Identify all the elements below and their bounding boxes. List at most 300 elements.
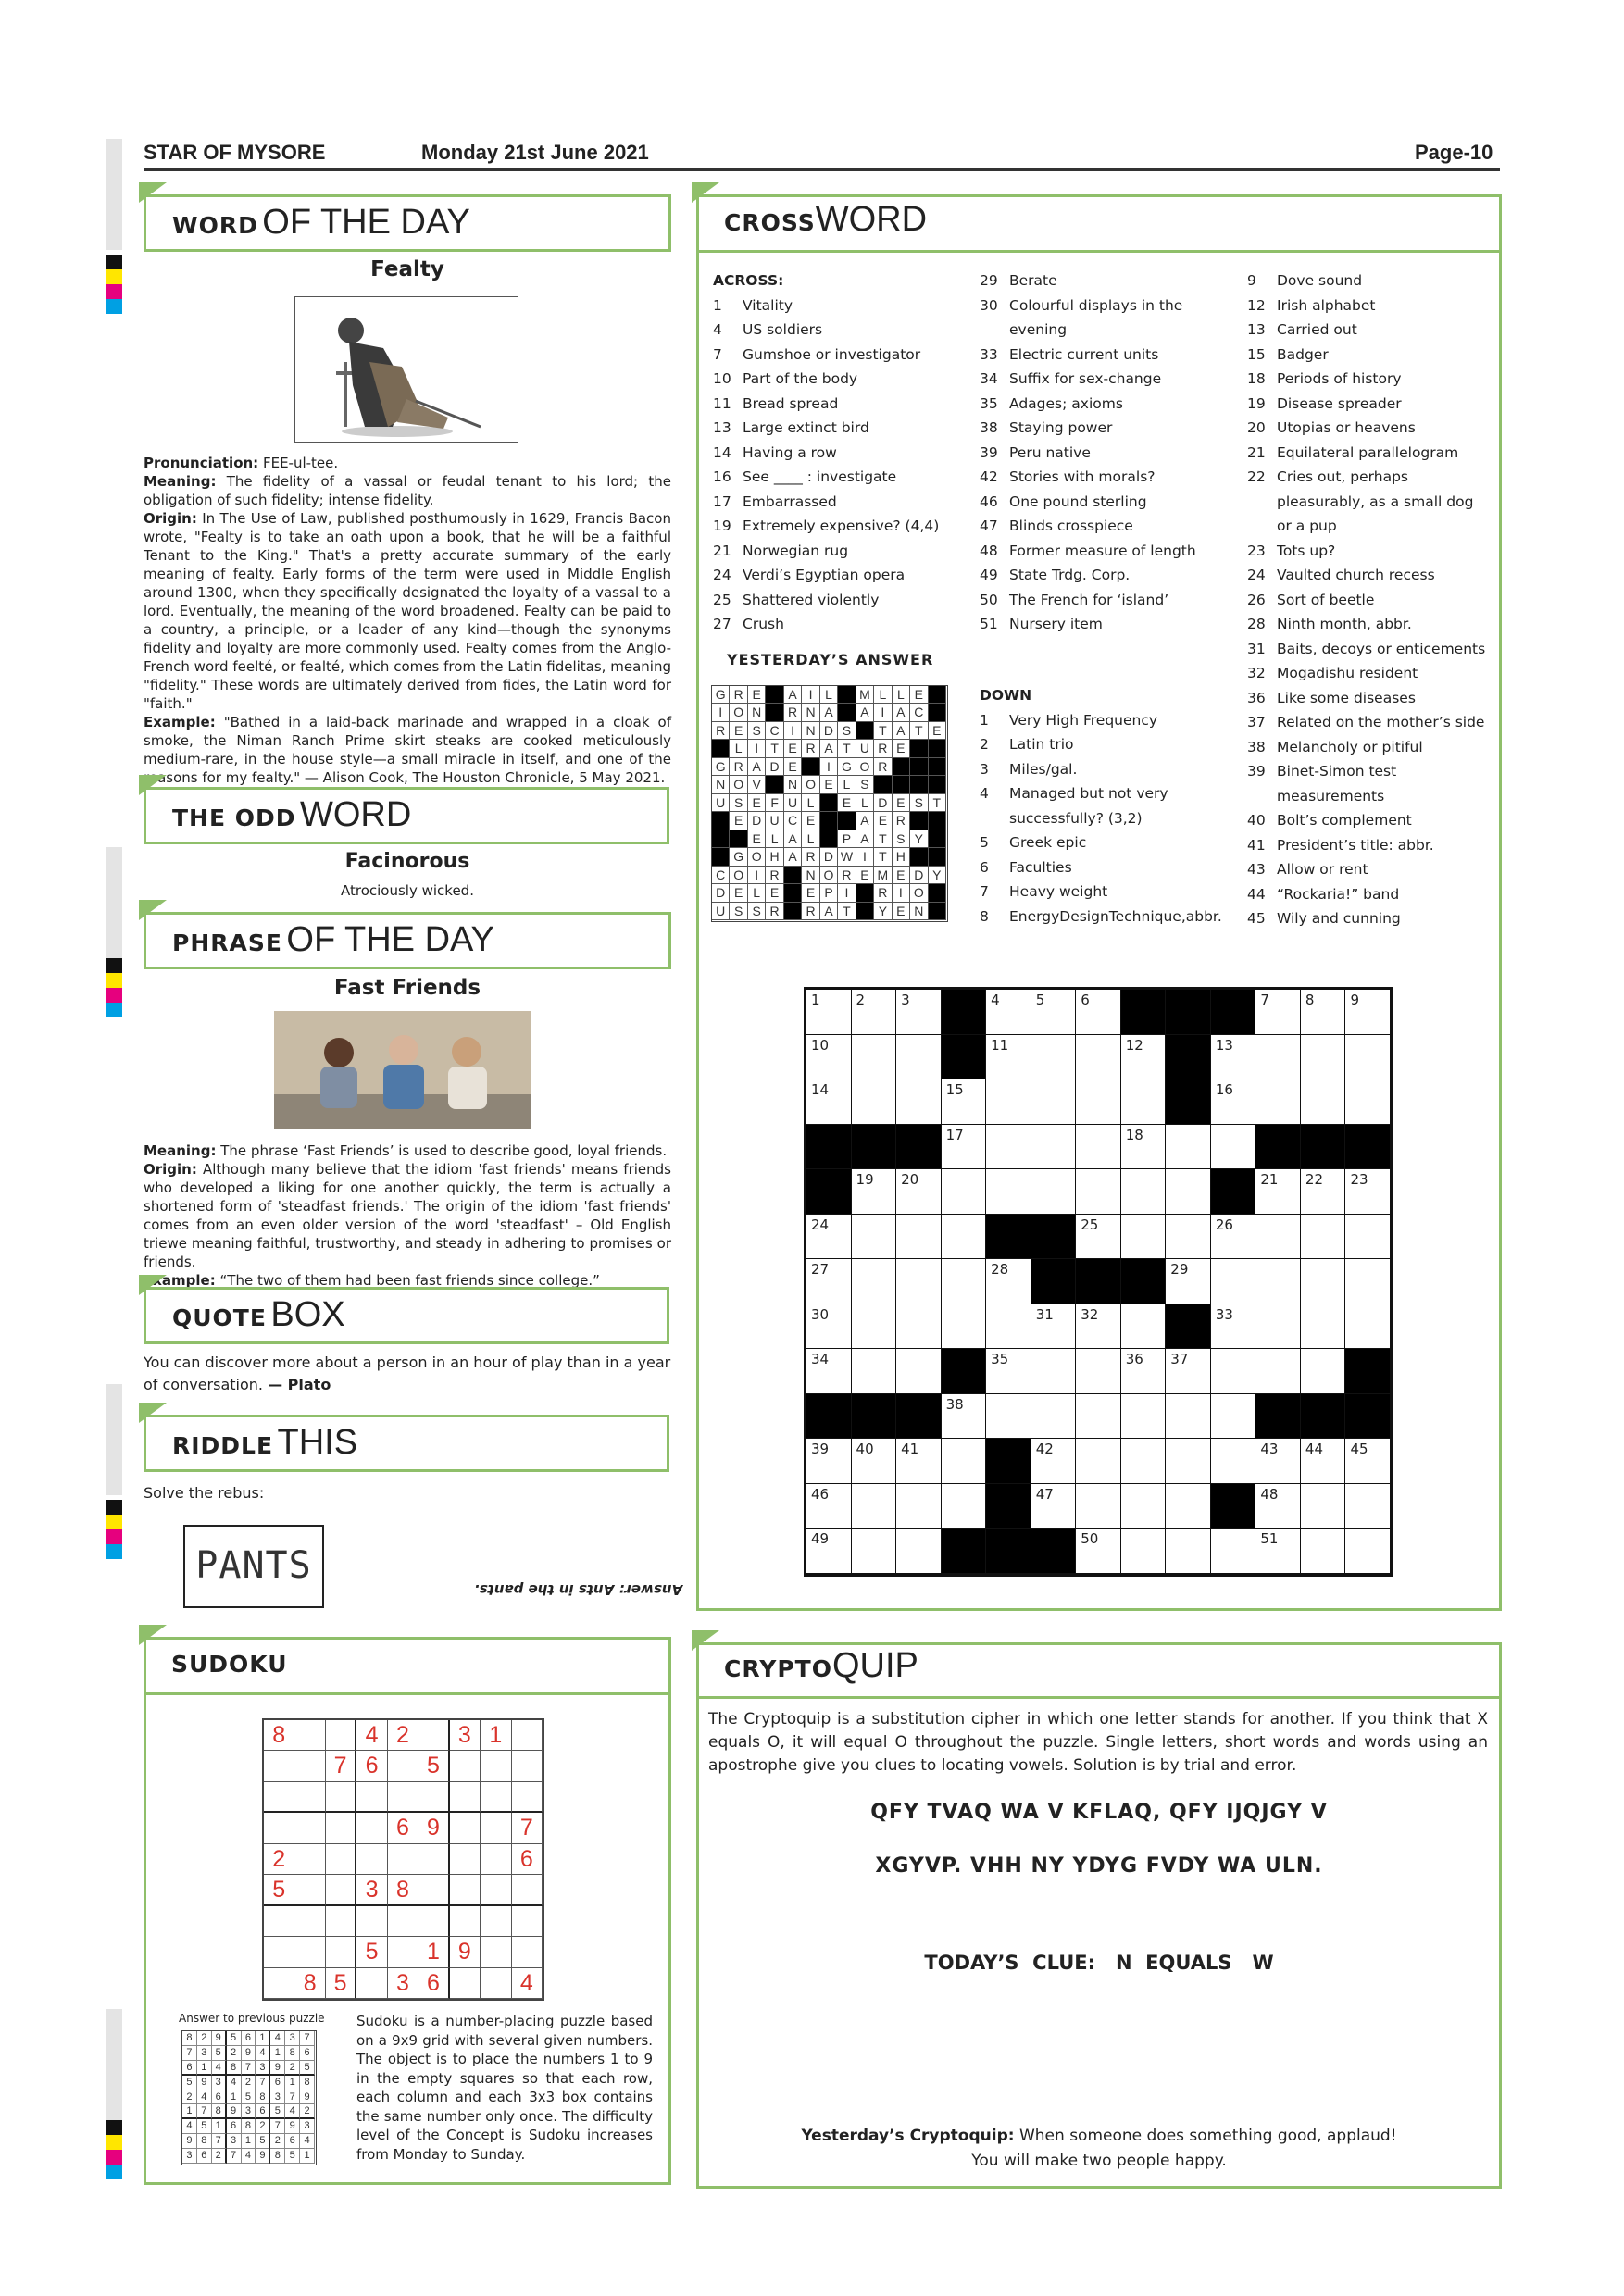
sudoku-cell[interactable]: 1 bbox=[418, 1937, 449, 1967]
sudoku-cell[interactable]: 1 bbox=[481, 1720, 511, 1751]
crossword-cell[interactable] bbox=[806, 1035, 852, 1080]
crossword-cell[interactable] bbox=[896, 1484, 942, 1529]
sudoku-cell[interactable] bbox=[450, 1906, 481, 1937]
yesterday-cell: I bbox=[748, 867, 766, 884]
sudoku-cell: 9 bbox=[227, 2104, 242, 2119]
sudoku-cell[interactable] bbox=[450, 1875, 481, 1905]
sudoku-cell[interactable] bbox=[481, 1751, 511, 1781]
sudoku-cell[interactable]: 9 bbox=[450, 1937, 481, 1967]
sudoku-cell: 8 bbox=[270, 2149, 285, 2164]
sudoku-cell[interactable] bbox=[264, 1751, 294, 1781]
crossword-cell[interactable] bbox=[1255, 1439, 1301, 1484]
sudoku-cell: 6 bbox=[285, 2134, 300, 2149]
crossword-cell[interactable] bbox=[1345, 1304, 1391, 1350]
crossword-cell[interactable] bbox=[896, 1169, 942, 1215]
clue-item: 7 Heavy weight bbox=[980, 883, 1108, 900]
sudoku-cell[interactable] bbox=[418, 1720, 449, 1751]
sudoku-cell[interactable] bbox=[264, 1968, 294, 1999]
sudoku-cell[interactable] bbox=[418, 1875, 449, 1905]
yesterday-cell: T bbox=[910, 722, 928, 740]
clue-item: 18 Periods of history bbox=[1247, 370, 1402, 387]
sudoku-cell[interactable] bbox=[294, 1813, 325, 1843]
crossword-cell[interactable] bbox=[1076, 1125, 1121, 1170]
crossword-block bbox=[1121, 1259, 1167, 1304]
crossword-cell[interactable] bbox=[986, 1304, 1031, 1350]
crossword-cell[interactable] bbox=[1255, 1079, 1301, 1125]
crossword-cell[interactable] bbox=[852, 1484, 897, 1529]
crossword-cell[interactable] bbox=[1301, 1529, 1346, 1574]
crossword-cell[interactable] bbox=[1121, 1079, 1167, 1125]
sudoku-cell[interactable] bbox=[264, 1782, 294, 1813]
crossword-cell[interactable] bbox=[852, 1215, 897, 1260]
sudoku-description: Sudoku is a number-placing puzzle based on a 9x9 grid with several given numbers. The object is to place the numbers 1 to 9 in the empty squares so that each row, each column and each 3x3 box contains the same number only once. The difficulty level of the Concept is Sudoku increases from Monday to Sunday. bbox=[356, 2013, 653, 2163]
sudoku-cell[interactable] bbox=[356, 1782, 387, 1813]
crossword-block bbox=[942, 990, 987, 1035]
crossword-cell[interactable] bbox=[1121, 1304, 1167, 1350]
yesterday-cell: Y bbox=[874, 903, 892, 920]
crossword-cell[interactable] bbox=[942, 1079, 987, 1125]
sudoku-cell[interactable] bbox=[326, 1937, 356, 1967]
crossword-cell[interactable] bbox=[1345, 1259, 1391, 1304]
crossword-cell[interactable] bbox=[896, 1439, 942, 1484]
phrase-example-line: Example: “The two of them had been fast friends since college.” bbox=[144, 1272, 600, 1289]
crossword-cell[interactable] bbox=[1121, 1169, 1167, 1215]
crossword-cell[interactable] bbox=[852, 1079, 897, 1125]
crossword-cell[interactable] bbox=[1166, 1349, 1211, 1394]
crossword-cell[interactable] bbox=[1345, 1439, 1391, 1484]
clue-number: 44 bbox=[1305, 1441, 1324, 1458]
crossword-cell[interactable] bbox=[1076, 1394, 1121, 1440]
sudoku-cell[interactable]: 6 bbox=[388, 1813, 418, 1843]
sudoku-cell[interactable] bbox=[481, 1844, 511, 1875]
crossword-cell[interactable] bbox=[942, 1125, 987, 1170]
clue-number: 33 bbox=[1215, 1305, 1233, 1323]
crossword-cell[interactable] bbox=[1255, 1215, 1301, 1260]
clue-item: 12 Irish alphabet bbox=[1247, 296, 1376, 314]
sudoku-previous-answer-grid bbox=[181, 2030, 317, 2165]
sudoku-cell[interactable]: 4 bbox=[512, 1968, 543, 1999]
crossword-cell[interactable] bbox=[896, 1529, 942, 1574]
sudoku-cell[interactable] bbox=[326, 1813, 356, 1843]
phrase-of-day-title-bar bbox=[144, 912, 671, 969]
sudoku-cell[interactable] bbox=[450, 1751, 481, 1781]
yesterday-cell: O bbox=[748, 848, 766, 866]
crossword-cell[interactable] bbox=[1121, 1439, 1167, 1484]
sudoku-cell[interactable]: 7 bbox=[326, 1751, 356, 1781]
crossword-cell[interactable] bbox=[1166, 1439, 1211, 1484]
sudoku-cell[interactable] bbox=[264, 1906, 294, 1937]
crossword-cell[interactable] bbox=[1121, 1215, 1167, 1260]
yesterday-cell: Y bbox=[910, 830, 928, 848]
crossword-cell[interactable] bbox=[942, 1215, 987, 1260]
sudoku-cell[interactable]: 3 bbox=[450, 1720, 481, 1751]
crossword-cell[interactable] bbox=[1345, 1484, 1391, 1529]
clue-item: evening bbox=[1009, 321, 1068, 338]
crossword-cell[interactable] bbox=[1031, 1169, 1077, 1215]
crossword-cell[interactable] bbox=[1255, 990, 1301, 1035]
masthead-rule bbox=[144, 168, 1500, 171]
sudoku-cell: 6 bbox=[270, 2076, 285, 2090]
quote-text: You can discover more about a person in an hour of play than in a year of conversation. — Plato bbox=[144, 1354, 671, 1393]
yesterday-cell: C bbox=[766, 722, 783, 740]
sudoku-cell[interactable]: 3 bbox=[356, 1875, 387, 1905]
sudoku-cell[interactable] bbox=[326, 1875, 356, 1905]
sudoku-cell[interactable]: 8 bbox=[264, 1720, 294, 1751]
sudoku-cell[interactable] bbox=[450, 1968, 481, 1999]
crossword-cell[interactable] bbox=[986, 1169, 1031, 1215]
crossword-cell[interactable] bbox=[852, 1035, 897, 1080]
crossword-cell[interactable] bbox=[1121, 1125, 1167, 1170]
sudoku-cell[interactable] bbox=[512, 1906, 543, 1937]
sudoku-cell: 1 bbox=[300, 2149, 315, 2164]
crossword-cell[interactable] bbox=[1166, 1259, 1211, 1304]
crossword-cell[interactable] bbox=[896, 1259, 942, 1304]
crossword-cell[interactable] bbox=[1255, 1169, 1301, 1215]
yesterday-cell: A bbox=[820, 740, 838, 757]
sudoku-cell: 4 bbox=[256, 2046, 270, 2061]
crossword-cell[interactable] bbox=[1211, 1079, 1256, 1125]
sudoku-cell: 8 bbox=[182, 2031, 197, 2046]
sudoku-cell[interactable] bbox=[388, 1906, 418, 1937]
cryptoquip-yesterday: Yesterday’s Cryptoquip: When someone does something good, applaud! You will make two people happy. bbox=[801, 2127, 1397, 2170]
sudoku-cell: 2 bbox=[285, 2061, 300, 2076]
crossword-cell[interactable] bbox=[806, 1215, 852, 1260]
crossword-cell[interactable] bbox=[1076, 1215, 1121, 1260]
crossword-cell[interactable] bbox=[1255, 1529, 1301, 1574]
crossword-block bbox=[1121, 990, 1167, 1035]
crossword-cell[interactable] bbox=[896, 1035, 942, 1080]
crossword-cell[interactable] bbox=[1345, 1035, 1391, 1080]
sudoku-cell[interactable] bbox=[294, 1906, 325, 1937]
crossword-cell[interactable] bbox=[1211, 1529, 1256, 1574]
crossword-cell[interactable] bbox=[1301, 1259, 1346, 1304]
yesterday-cell: R bbox=[766, 867, 783, 884]
crossword-cell[interactable] bbox=[1076, 1304, 1121, 1350]
sudoku-cell[interactable] bbox=[264, 1813, 294, 1843]
crossword-cell[interactable] bbox=[806, 1304, 852, 1350]
sudoku-cell[interactable]: 2 bbox=[388, 1720, 418, 1751]
crossword-cell[interactable] bbox=[806, 1259, 852, 1304]
sudoku-cell[interactable] bbox=[294, 1844, 325, 1875]
crossword-cell[interactable] bbox=[806, 1349, 852, 1394]
crossword-cell[interactable] bbox=[1166, 1125, 1211, 1170]
crossword-cell[interactable] bbox=[1301, 990, 1346, 1035]
crossword-cell[interactable] bbox=[896, 1215, 942, 1260]
crossword-cell[interactable] bbox=[1121, 1035, 1167, 1080]
yesterday-cell bbox=[929, 704, 946, 721]
sudoku-cell[interactable] bbox=[388, 1937, 418, 1967]
yesterday-cell: N bbox=[748, 704, 766, 721]
crossword-cell[interactable] bbox=[1211, 1035, 1256, 1080]
sudoku-cell[interactable] bbox=[512, 1782, 543, 1813]
origin-line: Origin: In The Use of Law, published posthumously in 1629, Francis Bacon wrote, "Fealty is to take an oath upon a book, that he will be a faithful Tenant to the King." That's a pretty accurate summary of the early meaning of fealty. Early forms of the term were used in Middle English around 1300, when they specifically designated the loyalty of a vassal to a lord. Eventually, the meaning of the word broadened. Fealty can be paid to a country, a principle, or a leader of any kind—though the synonyms fidelity and loyalty are more commonly used. Fealty comes from the Anglo-French word feelté, or fealté, which comes from the Latin fidelitas, meaning "fidelity." These words are ultimately derived from fides, the Latin word for "faith." bbox=[144, 510, 671, 712]
crossword-cell[interactable] bbox=[852, 1304, 897, 1350]
crossword-block bbox=[986, 1529, 1031, 1574]
sudoku-cell[interactable] bbox=[294, 1937, 325, 1967]
sudoku-cell[interactable] bbox=[481, 1782, 511, 1813]
sudoku-cell: 4 bbox=[197, 2090, 212, 2105]
crossword-cell[interactable] bbox=[896, 1079, 942, 1125]
clue-item: 2 Latin trio bbox=[980, 736, 1074, 753]
crossword-block bbox=[1301, 1394, 1346, 1440]
crossword-cell[interactable] bbox=[1255, 1259, 1301, 1304]
crossword-cell[interactable] bbox=[1211, 1215, 1256, 1260]
sudoku-cell[interactable] bbox=[418, 1906, 449, 1937]
yesterday-cell bbox=[730, 830, 747, 848]
yesterday-cell: R bbox=[730, 686, 747, 704]
yesterday-cell: A bbox=[893, 704, 910, 721]
sudoku-cell[interactable]: 6 bbox=[512, 1844, 543, 1875]
sudoku-cell[interactable] bbox=[388, 1751, 418, 1781]
sudoku-cell[interactable]: 4 bbox=[356, 1720, 387, 1751]
across-clues-continued bbox=[980, 268, 1239, 637]
clue-item: 16 See ____ : investigate bbox=[713, 468, 897, 485]
page-number: Page-10 bbox=[1415, 141, 1493, 164]
crossword-cell[interactable] bbox=[896, 1349, 942, 1394]
yesterday-cell: R bbox=[766, 903, 783, 920]
crossword-cell[interactable] bbox=[852, 1349, 897, 1394]
sudoku-cell: 7 bbox=[182, 2046, 197, 2061]
crossword-cell[interactable] bbox=[806, 1529, 852, 1574]
crossword-cell[interactable] bbox=[896, 990, 942, 1035]
sudoku-cell[interactable]: 5 bbox=[326, 1968, 356, 1999]
crossword-cell[interactable] bbox=[942, 1394, 987, 1440]
sudoku-cell[interactable] bbox=[294, 1875, 325, 1905]
sudoku-cell[interactable]: 9 bbox=[418, 1813, 449, 1843]
crossword-cell[interactable] bbox=[1301, 1439, 1346, 1484]
yesterday-cell bbox=[929, 776, 946, 793]
sudoku-cell[interactable] bbox=[326, 1782, 356, 1813]
sudoku-cell[interactable]: 7 bbox=[512, 1813, 543, 1843]
crossword-cell[interactable] bbox=[1076, 1079, 1121, 1125]
sudoku-cell[interactable] bbox=[356, 1906, 387, 1937]
crossword-cell[interactable] bbox=[1211, 1394, 1256, 1440]
crossword-cell[interactable] bbox=[1166, 1394, 1211, 1440]
crossword-cell[interactable] bbox=[942, 1304, 987, 1350]
crossword-cell[interactable] bbox=[1301, 1079, 1346, 1125]
yesterday-cell: A bbox=[893, 722, 910, 740]
sudoku-cell[interactable] bbox=[326, 1844, 356, 1875]
crossword-cell[interactable] bbox=[986, 1125, 1031, 1170]
crossword-cell[interactable] bbox=[1031, 990, 1077, 1035]
crossword-cell[interactable] bbox=[1255, 1304, 1301, 1350]
crossword-cell[interactable] bbox=[1301, 1304, 1346, 1350]
sudoku-cell: 9 bbox=[300, 2090, 315, 2105]
crossword-cell[interactable] bbox=[1121, 1394, 1167, 1440]
crossword-cell[interactable] bbox=[1345, 1169, 1391, 1215]
crossword-cell[interactable] bbox=[852, 990, 897, 1035]
yesterday-cell: R bbox=[874, 740, 892, 757]
clue-item: 41 President’s title: abbr. bbox=[1247, 836, 1434, 854]
yesterday-cell bbox=[910, 776, 928, 793]
sudoku-cell: 1 bbox=[182, 2104, 197, 2119]
sudoku-cell[interactable]: 6 bbox=[356, 1751, 387, 1781]
sudoku-cell: 7 bbox=[270, 2119, 285, 2134]
crossword-cell[interactable] bbox=[986, 1035, 1031, 1080]
crossword-cell[interactable] bbox=[1211, 1125, 1256, 1170]
sudoku-cell[interactable]: 5 bbox=[264, 1875, 294, 1905]
crossword-cell[interactable] bbox=[942, 1484, 987, 1529]
sudoku-grid bbox=[262, 1718, 544, 2001]
yesterday-cell: R bbox=[893, 812, 910, 830]
crossword-cell[interactable] bbox=[1166, 1484, 1211, 1529]
crossword-cell[interactable] bbox=[1031, 1304, 1077, 1350]
sudoku-cell: 5 bbox=[182, 2076, 197, 2090]
crossword-cell[interactable] bbox=[986, 1079, 1031, 1125]
crossword-cell[interactable] bbox=[1031, 1079, 1077, 1125]
clue-number: 47 bbox=[1035, 1485, 1054, 1503]
yesterday-cell: S bbox=[748, 903, 766, 920]
crossword-cell[interactable] bbox=[1076, 1169, 1121, 1215]
crossword-cell[interactable] bbox=[942, 1259, 987, 1304]
crossword-cell[interactable] bbox=[1076, 1484, 1121, 1529]
crossword-cell[interactable] bbox=[806, 1439, 852, 1484]
crossword-cell[interactable] bbox=[852, 1259, 897, 1304]
crossword-cell[interactable] bbox=[1301, 1484, 1346, 1529]
sudoku-cell[interactable] bbox=[450, 1813, 481, 1843]
sudoku-cell[interactable] bbox=[481, 1875, 511, 1905]
sudoku-cell[interactable] bbox=[294, 1782, 325, 1813]
crossword-cell[interactable] bbox=[1031, 1035, 1077, 1080]
crossword-cell[interactable] bbox=[1345, 1079, 1391, 1125]
yesterday-cell bbox=[910, 758, 928, 776]
crossword-cell[interactable] bbox=[1031, 1439, 1077, 1484]
sudoku-cell[interactable] bbox=[512, 1751, 543, 1781]
sudoku-cell[interactable] bbox=[512, 1875, 543, 1905]
crossword-cell[interactable] bbox=[1076, 1439, 1121, 1484]
crossword-cell[interactable] bbox=[986, 1394, 1031, 1440]
sudoku-cell[interactable] bbox=[388, 1782, 418, 1813]
clue-item: 24 Verdi’s Egyptian opera bbox=[713, 567, 906, 583]
crossword-cell[interactable] bbox=[1076, 1035, 1121, 1080]
crossword-cell[interactable] bbox=[1211, 1439, 1256, 1484]
crossword-cell[interactable] bbox=[1031, 1484, 1077, 1529]
sudoku-cell[interactable] bbox=[450, 1782, 481, 1813]
clue-number: 10 bbox=[811, 1036, 830, 1054]
crossword-cell[interactable] bbox=[986, 1259, 1031, 1304]
crossword-cell[interactable] bbox=[852, 1169, 897, 1215]
yesterday-cell: R bbox=[802, 740, 819, 757]
crossword-cell[interactable] bbox=[942, 1169, 987, 1215]
crossword-cell[interactable] bbox=[1345, 990, 1391, 1035]
crossword-cell[interactable] bbox=[986, 1349, 1031, 1394]
sudoku-cell: 2 bbox=[242, 2076, 256, 2090]
crossword-cell[interactable] bbox=[1166, 1169, 1211, 1215]
crossword-cell[interactable] bbox=[1345, 1215, 1391, 1260]
sudoku-cell[interactable] bbox=[356, 1813, 387, 1843]
yesterday-cell: I bbox=[748, 740, 766, 757]
crossword-cell[interactable] bbox=[1255, 1484, 1301, 1529]
sudoku-cell[interactable] bbox=[481, 1968, 511, 1999]
crossword-cell[interactable] bbox=[1255, 1349, 1301, 1394]
yesterday-cell: D bbox=[820, 722, 838, 740]
sudoku-cell[interactable] bbox=[326, 1906, 356, 1937]
crossword-cell[interactable] bbox=[1121, 1529, 1167, 1574]
crossword-cell[interactable] bbox=[896, 1304, 942, 1350]
sudoku-cell[interactable] bbox=[294, 1751, 325, 1781]
crossword-cell[interactable] bbox=[942, 1439, 987, 1484]
sudoku-cell: 3 bbox=[242, 2104, 256, 2119]
sudoku-cell: 6 bbox=[242, 2031, 256, 2046]
crossword-cell[interactable] bbox=[806, 990, 852, 1035]
sudoku-cell[interactable] bbox=[264, 1937, 294, 1967]
sudoku-cell[interactable]: 8 bbox=[294, 1968, 325, 1999]
sudoku-cell[interactable] bbox=[418, 1782, 449, 1813]
sudoku-cell[interactable]: 5 bbox=[418, 1751, 449, 1781]
down-heading: DOWN bbox=[980, 687, 1032, 704]
crossword-cell[interactable] bbox=[1121, 1484, 1167, 1529]
crossword-cell[interactable] bbox=[1301, 1215, 1346, 1260]
crossword-cell[interactable] bbox=[1301, 1169, 1346, 1215]
crossword-cell[interactable] bbox=[852, 1529, 897, 1574]
rebus-text: PANTS bbox=[195, 1544, 312, 1587]
sudoku-cell[interactable]: 6 bbox=[418, 1968, 449, 1999]
crossword-cell[interactable] bbox=[1166, 1529, 1211, 1574]
crossword-cell[interactable] bbox=[986, 990, 1031, 1035]
sudoku-cell[interactable] bbox=[450, 1844, 481, 1875]
sudoku-cell[interactable]: 8 bbox=[388, 1875, 418, 1905]
crossword-cell[interactable] bbox=[1345, 1529, 1391, 1574]
sudoku-cell[interactable] bbox=[388, 1844, 418, 1875]
crossword-cell[interactable] bbox=[1211, 1304, 1256, 1350]
sudoku-cell: 7 bbox=[256, 2076, 270, 2090]
sudoku-cell[interactable] bbox=[512, 1720, 543, 1751]
clue-number: 16 bbox=[1215, 1081, 1233, 1099]
crossword-cell[interactable] bbox=[852, 1439, 897, 1484]
crossword-cell[interactable] bbox=[806, 1079, 852, 1125]
crossword-cell[interactable] bbox=[1255, 1035, 1301, 1080]
crossword-cell[interactable] bbox=[1076, 1349, 1121, 1394]
yesterday-cell bbox=[929, 884, 946, 902]
crossword-cell[interactable] bbox=[806, 1484, 852, 1529]
crossword-cell[interactable] bbox=[1076, 990, 1121, 1035]
crossword-block bbox=[1345, 1394, 1391, 1440]
crossword-cell[interactable] bbox=[1211, 1349, 1256, 1394]
crossword-cell[interactable] bbox=[1031, 1394, 1077, 1440]
sudoku-cell[interactable] bbox=[294, 1720, 325, 1751]
crossword-cell[interactable] bbox=[1211, 1259, 1256, 1304]
sudoku-cell[interactable] bbox=[481, 1937, 511, 1967]
crossword-cell[interactable] bbox=[1031, 1125, 1077, 1170]
crossword-cell[interactable] bbox=[1301, 1349, 1346, 1394]
sudoku-cell[interactable] bbox=[481, 1813, 511, 1843]
yesterday-cell bbox=[910, 812, 928, 830]
sudoku-cell[interactable] bbox=[418, 1844, 449, 1875]
sudoku-cell[interactable]: 5 bbox=[356, 1937, 387, 1967]
yesterday-cell bbox=[766, 686, 783, 704]
knight-kneeling-image bbox=[294, 296, 518, 443]
clue-item: 32 Mogadishu resident bbox=[1247, 665, 1418, 681]
yesterday-cell: G bbox=[712, 758, 730, 776]
crossword-cell[interactable] bbox=[1121, 1349, 1167, 1394]
sudoku-cell[interactable] bbox=[326, 1720, 356, 1751]
sudoku-cell[interactable] bbox=[481, 1906, 511, 1937]
sudoku-cell[interactable] bbox=[356, 1968, 387, 1999]
clue-item: 4 US soldiers bbox=[713, 321, 823, 338]
clue-item: 19 Disease spreader bbox=[1247, 394, 1402, 412]
crossword-cell[interactable] bbox=[1031, 1349, 1077, 1394]
sudoku-cell[interactable]: 3 bbox=[388, 1968, 418, 1999]
crossword-cell[interactable] bbox=[1166, 1215, 1211, 1260]
sudoku-cell[interactable] bbox=[356, 1844, 387, 1875]
crossword-cell[interactable] bbox=[1076, 1529, 1121, 1574]
yesterday-cell: E bbox=[893, 794, 910, 812]
sudoku-cell[interactable] bbox=[512, 1937, 543, 1967]
riddle-prompt: Solve the rebus: bbox=[144, 1484, 265, 1502]
sudoku-cell[interactable]: 2 bbox=[264, 1844, 294, 1875]
crossword-block bbox=[1166, 1035, 1211, 1080]
crossword-cell[interactable] bbox=[1301, 1035, 1346, 1080]
